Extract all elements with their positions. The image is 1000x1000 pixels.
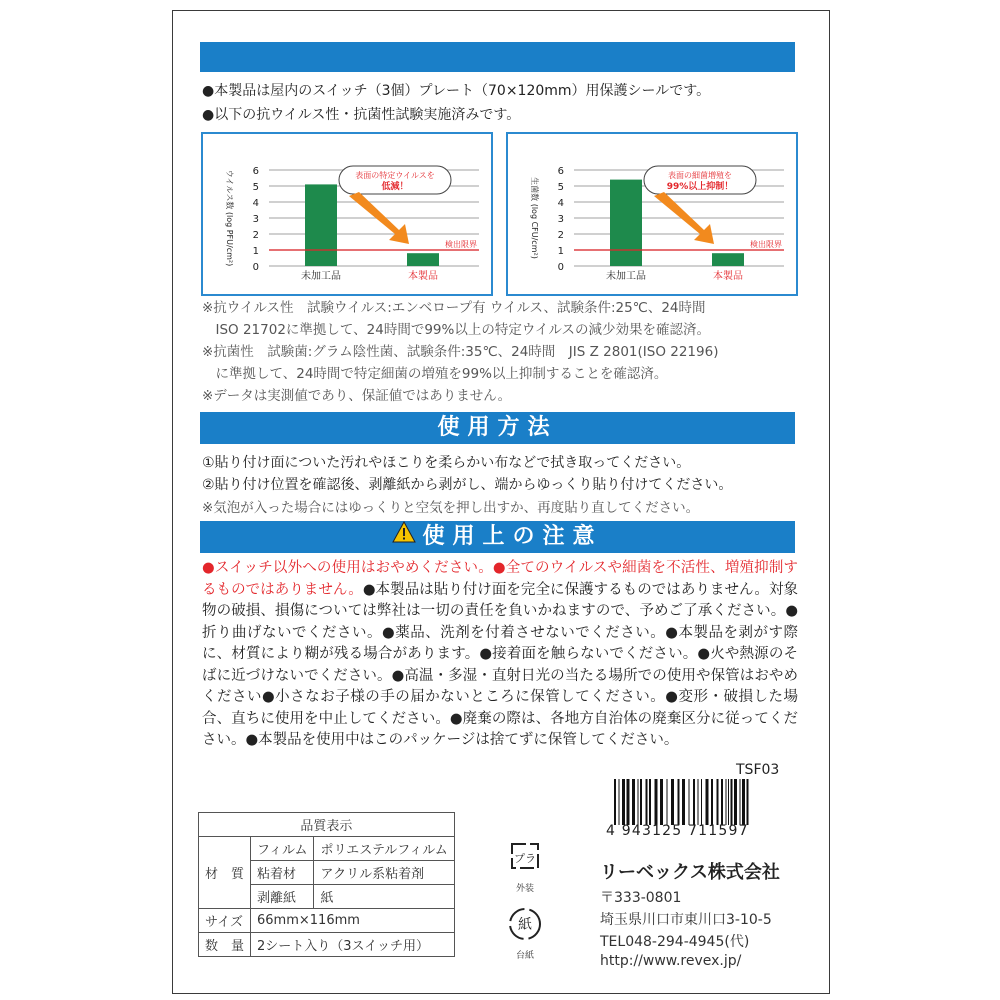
barcode-bar	[701, 779, 702, 825]
paper-recycle-icon	[506, 905, 544, 945]
y-axis-label: ウイルス数 (log PFU/cm²)	[225, 169, 234, 267]
y-tick-label: 6	[252, 166, 259, 177]
quantity-label: 数 量	[199, 933, 251, 957]
paper-mark-text: 紙	[518, 917, 532, 933]
barcode-bar	[632, 779, 635, 825]
barcode-bar	[721, 779, 723, 825]
barcode-bar	[711, 779, 713, 825]
barcode-bar	[734, 779, 737, 825]
barcode-bar	[619, 779, 620, 825]
detection-limit-label: 検出限界	[750, 240, 782, 249]
size-label: サイズ	[199, 909, 251, 933]
y-tick-label: 4	[557, 198, 564, 209]
plastic-recycle-icon	[506, 838, 544, 878]
y-tick-label: 3	[252, 214, 259, 225]
antibacterial-chart	[506, 132, 798, 296]
bar-0	[305, 184, 337, 266]
material-value: アクリル系粘着剤	[314, 861, 454, 885]
barcode-bar	[731, 779, 733, 825]
annotation-text: 表面の細菌増殖を	[668, 171, 732, 180]
material-value: 紙	[314, 885, 454, 909]
intro-line-2: ●以下の抗ウイルス性・抗菌性試験実施済みです。	[202, 107, 521, 123]
bar-1	[407, 253, 439, 266]
note-line-5: ※データは実測値であり、保証値ではありません。	[202, 388, 512, 404]
material-key: 剥離紙	[251, 885, 314, 909]
paper-recycle-mark	[505, 905, 545, 961]
material-value: ポリエステルフィルム	[314, 837, 454, 861]
y-tick-label: 1	[557, 246, 564, 257]
material-label: 材 質	[199, 837, 251, 909]
barcode-bar	[706, 779, 709, 825]
material-key: フィルム	[251, 837, 314, 861]
product-code: TSF03	[736, 762, 780, 778]
pla-mark-text: プラ	[514, 852, 536, 865]
x-tick-label: 未加工品	[301, 271, 341, 282]
antivirus-chart-svg	[203, 134, 491, 294]
usage-note: ※気泡が入った場合にはゆっくりと空気を押し出すか、再度貼り直してください。	[202, 500, 700, 516]
annotation-text: 表面の特定ウイルスを	[355, 171, 435, 180]
company-name: リーベックス株式会社	[600, 862, 780, 883]
barcode-bar	[667, 779, 668, 825]
y-tick-label: 0	[252, 262, 259, 273]
material-key: 粘着材	[251, 861, 314, 885]
usage-step-2: ②貼り付け位置を確認後、剥離紙から剥がし、端からゆっくり貼り付けてください。	[202, 477, 733, 493]
caution-body-text: ●本製品は貼り付け面を完全に保護するものではありません。対象物の破損、損傷については弊社は一切の責任を負いかねますので、予めご了承ください。●折り曲げないでください。●薬品、洗剤を付着させないでください。●本製品を剥がす際に、材質により糊が残る場合があります。●接着面を触らないでください。●火や熱源のそばに近づけないでください。●高温・多湿・直射日光の当たる場所での使用や保管はおやめください●小さなお子様の手の届かないところに保管してください。●変形・破損した場合、直ちに使用を中止してください。●廃棄の際は、各地方自治体の廃棄区分に従ってください。●本製品を使用中はこのパッケージは捨てずに保管してください。	[202, 581, 798, 748]
barcode-bar	[640, 779, 642, 825]
warning-icon	[392, 521, 416, 553]
barcode-bar	[671, 779, 674, 825]
barcode-bar	[678, 779, 680, 825]
barcode-number: 4 943125 711597	[606, 823, 749, 839]
x-tick-label: 未加工品	[606, 271, 646, 282]
annotation-text: 99%以上抑制！	[666, 182, 734, 192]
company-zip: 〒333-0801	[600, 890, 682, 906]
barcode-bar	[660, 779, 663, 825]
barcode-bar	[742, 779, 745, 825]
barcode-bar	[614, 779, 616, 825]
barcode-bar	[638, 779, 639, 825]
plastic-recycle-mark	[505, 838, 545, 894]
barcode-bar	[693, 779, 695, 825]
y-tick-label: 6	[557, 166, 564, 177]
quantity-value: 2シート入り（3スイッチ用）	[251, 933, 455, 957]
barcode-bar	[740, 779, 741, 825]
barcode-bar	[728, 779, 729, 825]
barcode-bar	[689, 779, 690, 825]
intro-line-1: ●本製品は屋内のスイッチ（3個）プレート（70×120mm）用保護シールです。	[202, 83, 711, 99]
usage-step-1: ①貼り付け面についた汚れやほこりを柔らかい布などで拭き取ってください。	[202, 455, 691, 471]
barcode-bar	[649, 779, 651, 825]
size-value: 66mm×116mm	[251, 909, 455, 933]
company-tel: TEL048-294-4945(代)	[600, 934, 750, 950]
quality-title: 品質表示	[199, 813, 455, 837]
y-tick-label: 2	[252, 230, 259, 241]
company-address: 埼玉県川口市東川口3-10-5	[600, 912, 772, 928]
barcode-bar	[698, 779, 699, 825]
note-line-3: ※抗菌性 試験菌:グラム陰性菌、試験条件:35℃、24時間 JIS Z 2801(ISO 22196)	[202, 344, 719, 360]
bar-0	[610, 180, 642, 266]
barcode-bar	[726, 779, 727, 825]
barcode-bar	[747, 779, 749, 825]
y-tick-label: 5	[557, 182, 564, 193]
barcode-bar	[627, 779, 630, 825]
caution-text	[202, 558, 798, 752]
barcode-bar	[682, 779, 685, 825]
antibacterial-chart-svg	[508, 134, 796, 294]
y-tick-label: 5	[252, 182, 259, 193]
note-line-1: ※抗ウイルス性 試験ウイルス:エンベロープ有 ウイルス、試験条件:25℃、24時間	[202, 300, 706, 316]
paper-label: 台紙	[515, 951, 534, 961]
caution-bar	[200, 521, 795, 553]
x-tick-label: 本製品	[713, 271, 743, 282]
barcode-bar	[717, 779, 719, 825]
bar-1	[712, 253, 744, 266]
company-url: http://www.revex.jp/	[600, 953, 742, 969]
annotation-text: 低減！	[381, 182, 409, 192]
barcode-bar	[646, 779, 648, 825]
y-tick-label: 3	[557, 214, 564, 225]
barcode-bar	[622, 779, 625, 825]
note-line-4: に準拠して、24時間で特定細菌の増殖を99%以上抑制することを確認済。	[202, 366, 668, 382]
y-axis-label: 生菌数 (log CFU/cm²)	[530, 177, 539, 259]
barcode-bar	[655, 779, 658, 825]
note-line-2: ISO 21702に準拠して、24時間で99%以上の特定ウイルスの減少効果を確認済。	[202, 322, 711, 338]
x-tick-label: 本製品	[408, 271, 438, 282]
y-tick-label: 2	[557, 230, 564, 241]
caution-title: 使用上の注意	[422, 524, 603, 549]
antivirus-chart	[201, 132, 493, 296]
header-bar	[200, 42, 795, 72]
y-tick-label: 0	[557, 262, 564, 273]
y-tick-label: 4	[252, 198, 259, 209]
quality-table	[198, 812, 455, 957]
detection-limit-label: 検出限界	[445, 240, 477, 249]
usage-title: 使用方法	[200, 412, 795, 444]
caution-red-text: ●スイッチ以外への使用はおやめください。●全てのウイルスや細菌を不活性、増殖抑制するものではありません。	[202, 560, 798, 598]
pla-label: 外装	[515, 884, 534, 894]
y-tick-label: 1	[252, 246, 259, 257]
